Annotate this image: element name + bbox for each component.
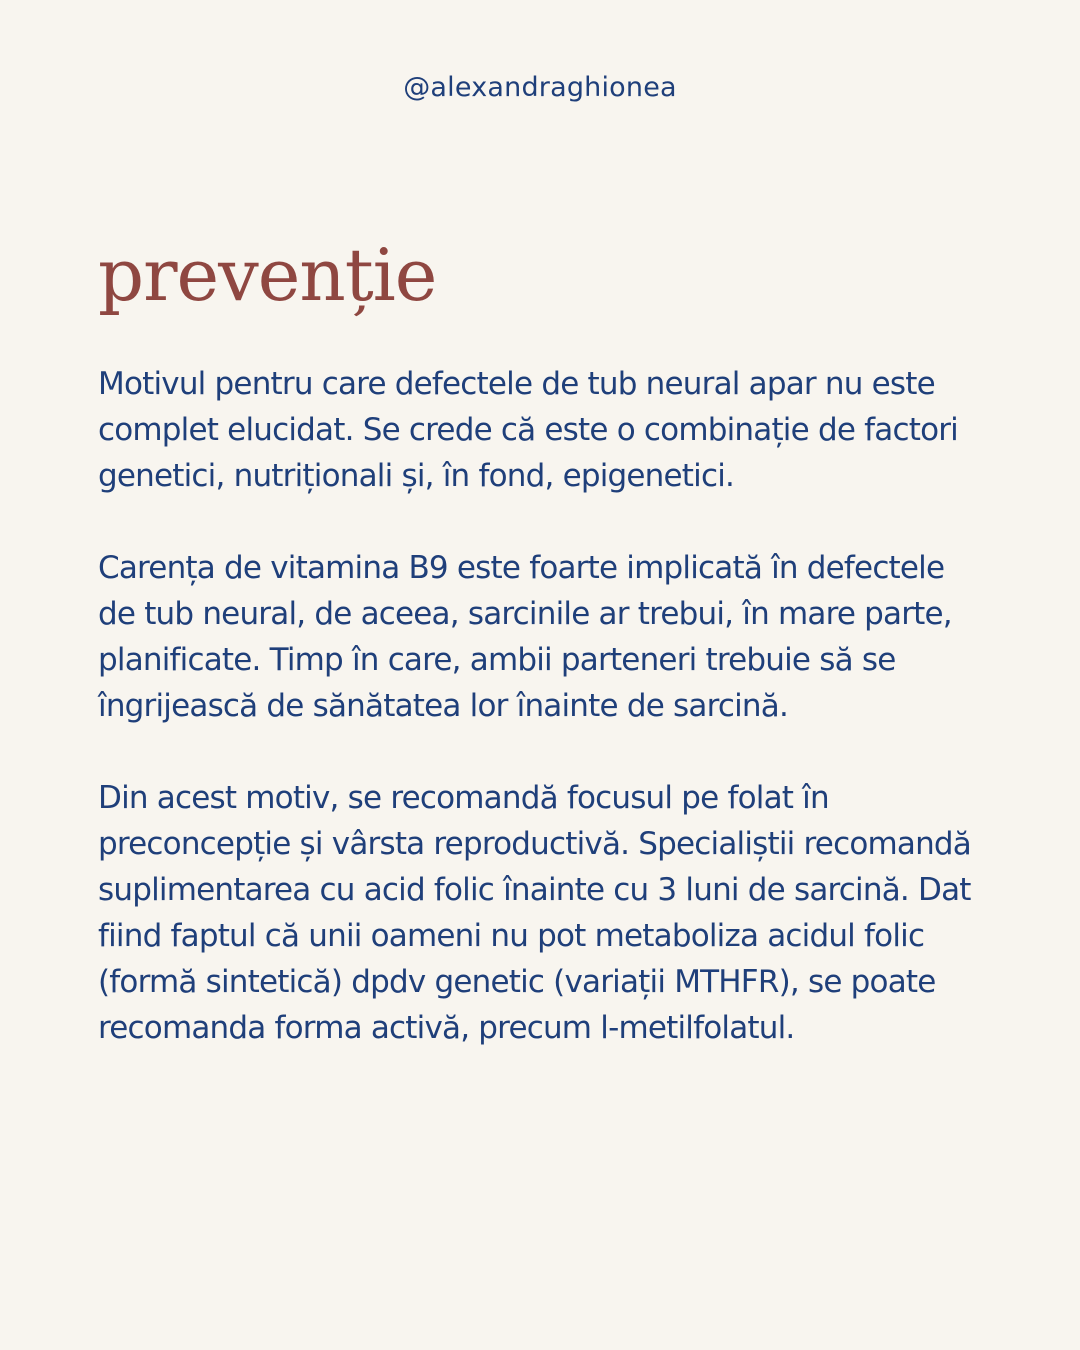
page-title: prevenție	[98, 233, 437, 317]
author-handle: @alexandraghionea	[403, 72, 677, 103]
paragraph-vitamin-b9: Carența de vitamina B9 este foarte implicată în defectele de tub neural, de aceea, sarcinile ar trebui, în mare parte, planificate. Timp în care, ambii parteneri trebuie să se îngrijească de sănătatea lor înainte de sarcină.	[98, 550, 952, 725]
paragraph-recommendation: Din acest motiv, se recomandă focusul pe folat în preconcepție și vârsta reproductivă. Specialiștii recomandă suplimentarea cu acid folic înainte cu 3 luni de sarcină. Dat fiind faptul că unii oameni nu pot metaboliza acidul folic (formă sintetică) dpdv genetic (variații MTHFR), se poate recomanda forma activă, precum l-metilfolatul.	[98, 780, 972, 1047]
main-content	[98, 233, 978, 1051]
paragraph-causes: Motivul pentru care defectele de tub neural apar nu este complet elucidat. Se crede că este o combinație de factori genetici, nutriționali și, în fond, epigenetici.	[98, 366, 958, 495]
